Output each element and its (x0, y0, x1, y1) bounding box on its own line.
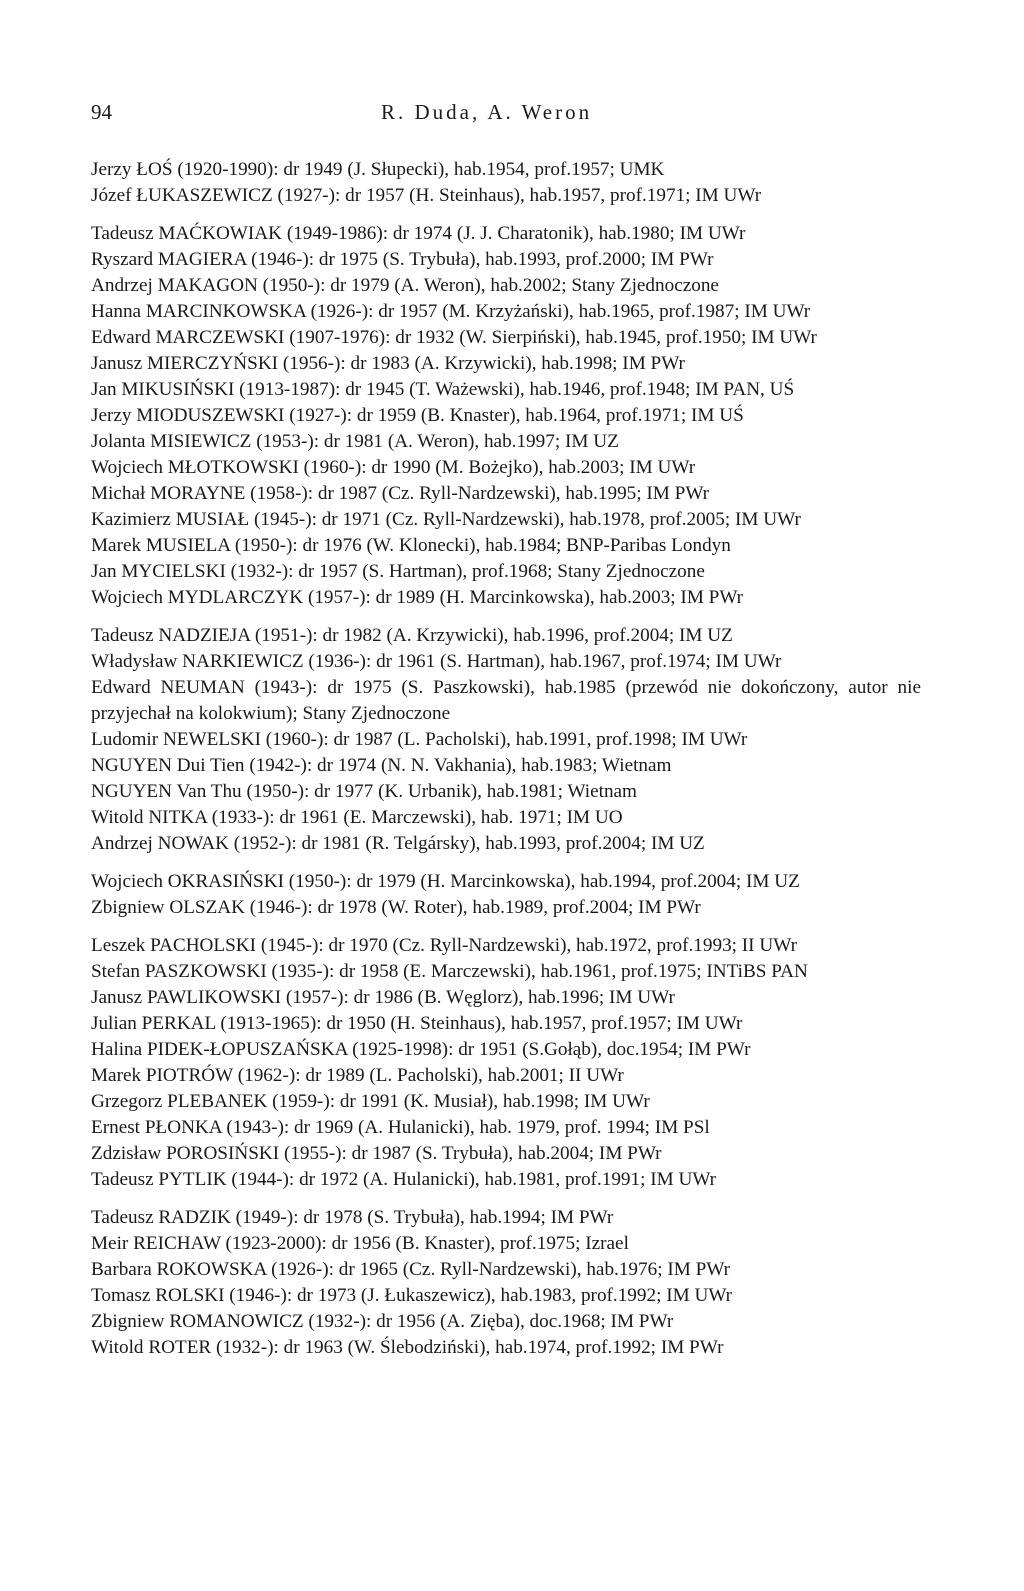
biography-entry: Zbigniew OLSZAK (1946-): dr 1978 (W. Roter), hab.1989, prof.2004; IM PWr (91, 897, 701, 918)
biography-entry: Meir REICHAW (1923-2000): dr 1956 (B. Knaster), prof.1975; Izrael (91, 1233, 629, 1254)
biography-entry: Tadeusz MAĆKOWIAK (1949-1986): dr 1974 (J. J. Charatonik), hab.1980; IM UWr (91, 223, 746, 244)
biography-entry: Edward NEUMAN (1943-): dr 1975 (S. Paszkowski), hab.1985 (przewód nie dokończony, autor nie przyjechał na kolokwium); Stany Zjednoczone (91, 677, 921, 724)
biography-entry: Marek MUSIELA (1950-): dr 1976 (W. Klonecki), hab.1984; BNP-Paribas Londyn (91, 535, 731, 556)
biography-entry: Józef ŁUKASZEWICZ (1927-): dr 1957 (H. Steinhaus), hab.1957, prof.1971; IM UWr (91, 185, 762, 206)
biography-entry: Ryszard MAGIERA (1946-): dr 1975 (S. Trybuła), hab.1993, prof.2000; IM PWr (91, 249, 714, 270)
biography-entry: Wojciech MŁOTKOWSKI (1960-): dr 1990 (M. Bożejko), hab.2003; IM UWr (91, 457, 696, 478)
biography-entry: Edward MARCZEWSKI (1907-1976): dr 1932 (W. Sierpiński), hab.1945, prof.1950; IM UWr (91, 327, 817, 348)
page-header (91, 100, 951, 132)
biography-entry: Janusz PAWLIKOWSKI (1957-): dr 1986 (B. Węglorz), hab.1996; IM UWr (91, 987, 675, 1008)
biography-entry: Witold ROTER (1932-): dr 1963 (W. Ślebodziński), hab.1974, prof.1992; IM PWr (91, 1337, 724, 1358)
biography-entry: Tadeusz NADZIEJA (1951-): dr 1982 (A. Krzywicki), hab.1996, prof.2004; IM UZ (91, 625, 733, 646)
entry-group (91, 1205, 921, 1361)
biography-entry: Zbigniew ROMANOWICZ (1932-): dr 1956 (A. Zięba), doc.1968; IM PWr (91, 1311, 674, 1332)
entry-group (91, 869, 921, 921)
biography-entry: NGUYEN Van Thu (1950-): dr 1977 (K. Urbanik), hab.1981; Wietnam (91, 781, 637, 802)
biography-entry: Leszek PACHOLSKI (1945-): dr 1970 (Cz. Ryll-Nardzewski), hab.1972, prof.1993; II UWr (91, 935, 797, 956)
entry-group (91, 157, 921, 209)
biography-entry: Andrzej MAKAGON (1950-): dr 1979 (A. Weron), hab.2002; Stany Zjednoczone (91, 275, 719, 296)
entry-list (91, 157, 921, 1373)
biography-entry: Wojciech MYDLARCZYK (1957-): dr 1989 (H. Marcinkowska), hab.2003; IM PWr (91, 587, 744, 608)
biography-entry: Janusz MIERCZYŃSKI (1956-): dr 1983 (A. Krzywicki), hab.1998; IM PWr (91, 353, 685, 374)
biography-entry: Kazimierz MUSIAŁ (1945-): dr 1971 (Cz. Ryll-Nardzewski), hab.1978, prof.2005; IM UWr (91, 509, 801, 530)
biography-entry: Jerzy MIODUSZEWSKI (1927-): dr 1959 (B. Knaster), hab.1964, prof.1971; IM UŚ (91, 405, 744, 426)
biography-entry: Barbara ROKOWSKA (1926-): dr 1965 (Cz. Ryll-Nardzewski), hab.1976; IM PWr (91, 1259, 730, 1280)
page-number: 94 (91, 100, 112, 124)
biography-entry: Ludomir NEWELSKI (1960-): dr 1987 (L. Pacholski), hab.1991, prof.1998; IM UWr (91, 729, 748, 750)
biography-entry: Jan MYCIELSKI (1932-): dr 1957 (S. Hartman), prof.1968; Stany Zjednoczone (91, 561, 705, 582)
biography-entry: Grzegorz PLEBANEK (1959-): dr 1991 (K. Musiał), hab.1998; IM UWr (91, 1091, 650, 1112)
biography-entry: NGUYEN Dui Tien (1942-): dr 1974 (N. N. Vakhania), hab.1983; Wietnam (91, 755, 672, 776)
biography-entry: Julian PERKAL (1913-1965): dr 1950 (H. Steinhaus), hab.1957, prof.1957; IM UWr (91, 1013, 743, 1034)
entry-group (91, 623, 921, 857)
biography-entry: Andrzej NOWAK (1952-): dr 1981 (R. Telgársky), hab.1993, prof.2004; IM UZ (91, 833, 705, 854)
biography-entry: Jolanta MISIEWICZ (1953-): dr 1981 (A. Weron), hab.1997; IM UZ (91, 431, 619, 452)
biography-entry: Tadeusz PYTLIK (1944-): dr 1972 (A. Hulanicki), hab.1981, prof.1991; IM UWr (91, 1169, 717, 1190)
biography-entry: Tomasz ROLSKI (1946-): dr 1973 (J. Łukaszewicz), hab.1983, prof.1992; IM UWr (91, 1285, 733, 1306)
biography-entry: Witold NITKA (1933-): dr 1961 (E. Marczewski), hab. 1971; IM UO (91, 807, 623, 828)
biography-entry: Stefan PASZKOWSKI (1935-): dr 1958 (E. Marczewski), hab.1961, prof.1975; INTiBS PAN (91, 961, 808, 982)
entry-group (91, 933, 921, 1193)
biography-entry: Hanna MARCINKOWSKA (1926-): dr 1957 (M. Krzyżański), hab.1965, prof.1987; IM UWr (91, 301, 811, 322)
biography-entry: Michał MORAYNE (1958-): dr 1987 (Cz. Ryll-Nardzewski), hab.1995; IM PWr (91, 483, 710, 504)
biography-entry: Jerzy ŁOŚ (1920-1990): dr 1949 (J. Słupecki), hab.1954, prof.1957; UMK (91, 159, 665, 180)
biography-entry: Jan MIKUSIŃSKI (1913-1987): dr 1945 (T. Ważewski), hab.1946, prof.1948; IM PAN, UŚ (91, 379, 795, 400)
biography-entry: Zdzisław POROSIŃSKI (1955-): dr 1987 (S. Trybuła), hab.2004; IM PWr (91, 1143, 662, 1164)
biography-entry: Tadeusz RADZIK (1949-): dr 1978 (S. Trybuła), hab.1994; IM PWr (91, 1207, 614, 1228)
entry-group (91, 221, 921, 611)
running-head: R. Duda, A. Weron (381, 100, 593, 124)
biography-entry: Halina PIDEK-ŁOPUSZAŃSKA (1925-1998): dr 1951 (S.Gołąb), doc.1954; IM PWr (91, 1039, 751, 1060)
biography-entry: Marek PIOTRÓW (1962-): dr 1989 (L. Pacholski), hab.2001; II UWr (91, 1065, 624, 1086)
biography-entry: Władysław NARKIEWICZ (1936-): dr 1961 (S. Hartman), hab.1967, prof.1974; IM UWr (91, 651, 782, 672)
biography-entry: Wojciech OKRASIŃSKI (1950-): dr 1979 (H. Marcinkowska), hab.1994, prof.2004; IM UZ (91, 871, 800, 892)
biography-entry: Ernest PŁONKA (1943-): dr 1969 (A. Hulanicki), hab. 1979, prof. 1994; IM PSl (91, 1117, 710, 1138)
